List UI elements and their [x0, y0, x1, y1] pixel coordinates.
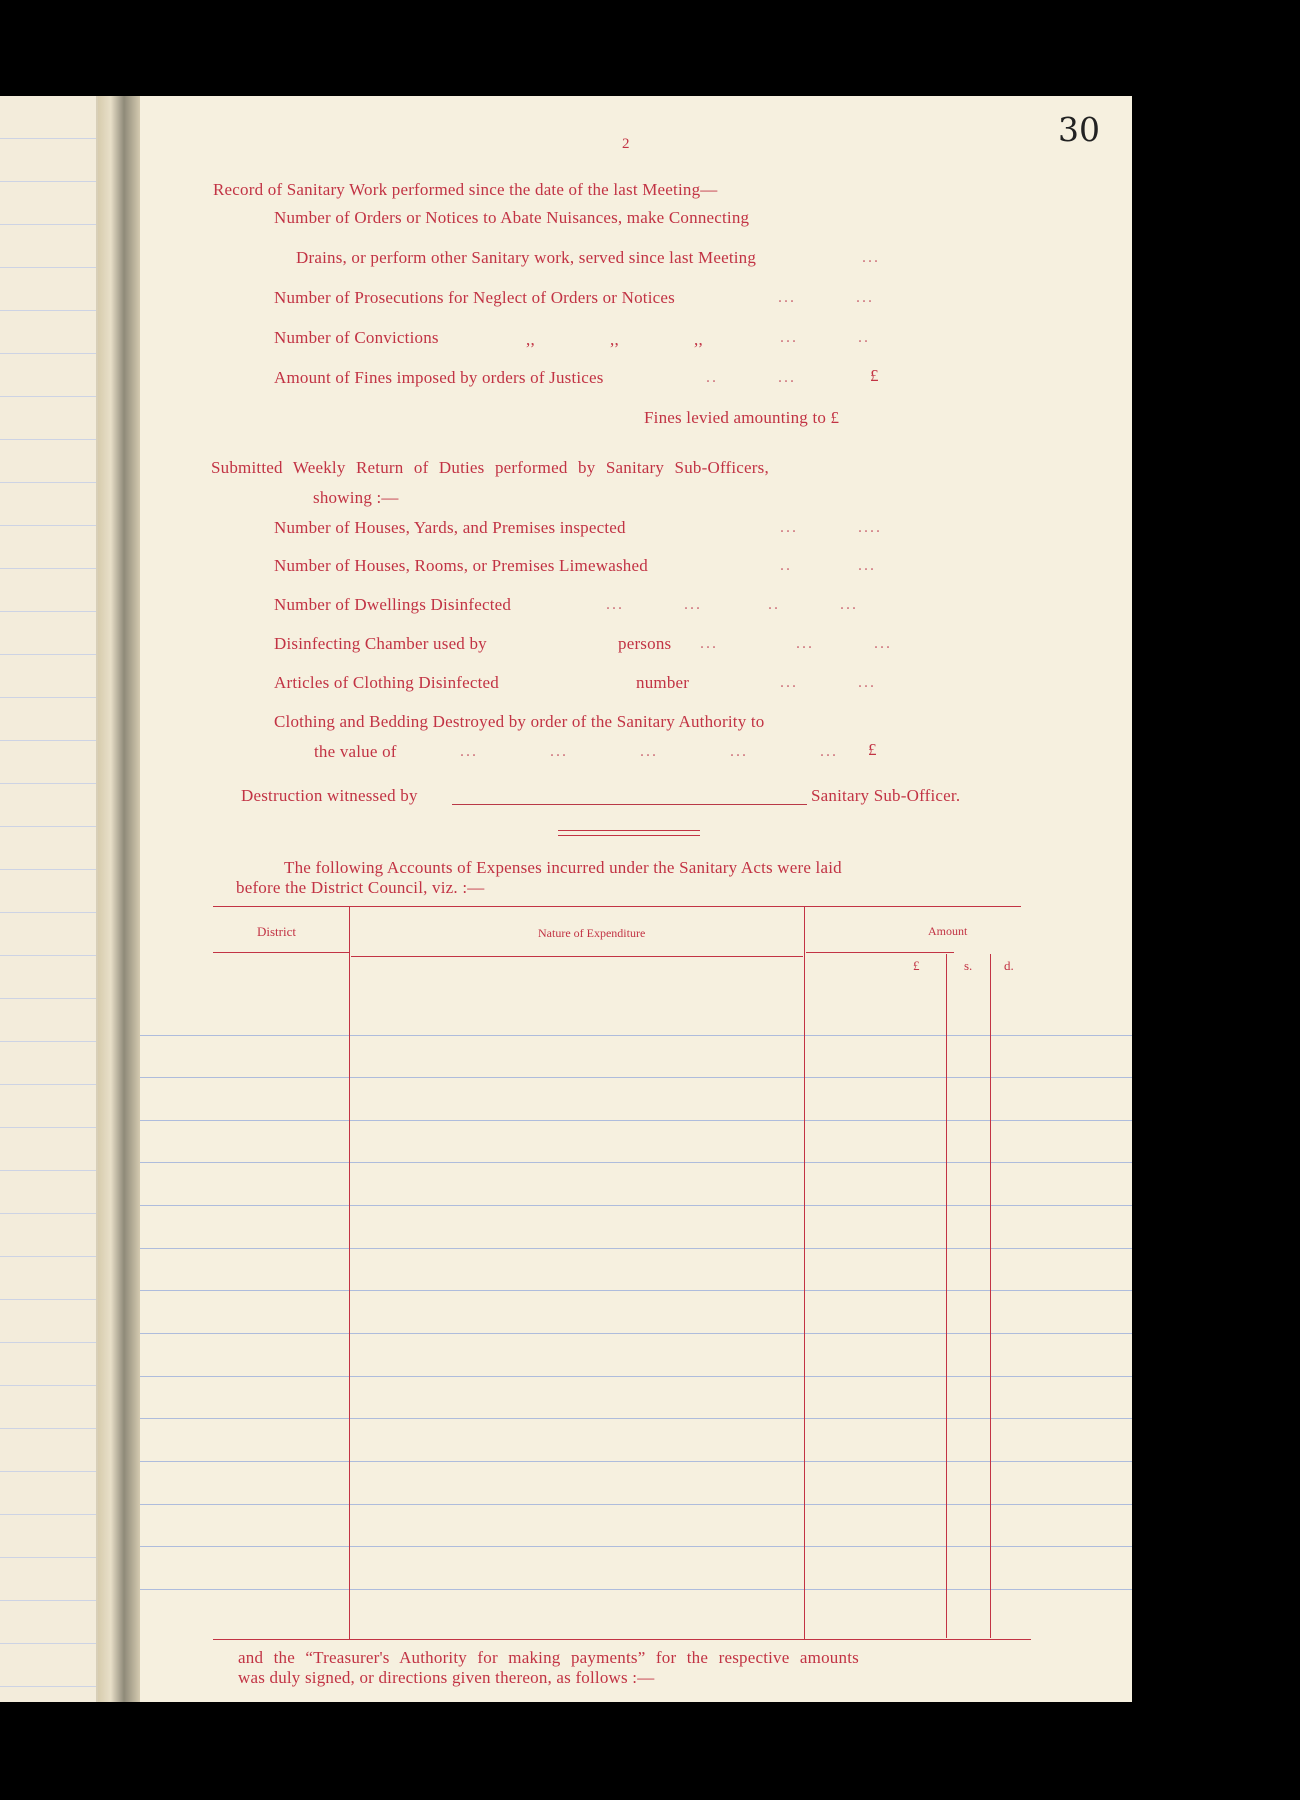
ditto-mark: ,, — [526, 330, 535, 349]
folio-number: 30 — [1058, 110, 1100, 149]
disinfecting-chamber-label: Disinfecting Chamber used by — [274, 634, 487, 653]
persons-label: persons — [618, 634, 672, 653]
nature-header-rule — [351, 956, 803, 957]
ruled-line — [140, 1077, 1132, 1078]
double-rule-divider — [558, 835, 700, 836]
orders-notices-line1: Number of Orders or Notices to Abate Nuisances, make Connecting — [274, 208, 750, 227]
leader-dots: ... ... — [780, 674, 876, 691]
convictions-label: Number of Convictions — [274, 328, 439, 347]
column-header-district: District — [257, 924, 296, 939]
pound-sign: £ — [868, 740, 877, 759]
leader-dots: ... ... ... — [700, 635, 892, 652]
ledger-page — [140, 96, 1132, 1702]
district-header-rule — [213, 952, 349, 953]
table-top-rule — [213, 906, 1021, 907]
page-number: 2 — [622, 136, 630, 152]
column-divider — [804, 906, 805, 1640]
amount-header-rule — [806, 952, 954, 953]
orders-notices-line2: Drains, or perform other Sanitary work, served since last Meeting — [296, 248, 757, 267]
clothing-disinfected-label: Articles of Clothing Disinfected — [274, 673, 499, 692]
clothing-destroyed-line2: the value of — [314, 742, 397, 761]
ruled-line — [140, 1120, 1132, 1121]
leader-dots: ... — [862, 249, 880, 266]
accounts-footer-line2: was duly signed, or directions given thereon, as follows :— — [238, 1668, 655, 1687]
ruled-line — [140, 1418, 1132, 1419]
clothing-destroyed-line1: Clothing and Bedding Destroyed by order of the Sanitary Authority to — [274, 712, 765, 731]
leader-dots: ... .... — [780, 519, 882, 536]
weekly-return-heading: Submitted Weekly Return of Duties performed by Sanitary Sub-Officers, — [211, 458, 769, 477]
ruled-line — [140, 1035, 1132, 1036]
dwellings-disinfected-label: Number of Dwellings Disinfected — [274, 595, 512, 614]
double-rule-divider — [558, 830, 700, 831]
ruled-line — [140, 1290, 1132, 1291]
column-divider — [349, 906, 350, 1640]
leader-dots: .. ... — [706, 369, 796, 386]
fines-label: Amount of Fines imposed by orders of Justices — [274, 368, 604, 387]
ruled-line — [140, 1333, 1132, 1334]
book-gutter — [98, 96, 140, 1702]
leader-dots: ... ... — [778, 289, 874, 306]
record-heading: Record of Sanitary Work performed since the date of the last Meeting— — [213, 180, 718, 199]
houses-inspected-label: Number of Houses, Yards, and Premises inspected — [274, 518, 626, 537]
weekly-return-showing: showing :— — [313, 488, 399, 507]
destruction-witnessed-label: Destruction witnessed by — [241, 786, 418, 805]
ditto-mark: ,, — [694, 330, 703, 349]
prosecutions-label: Number of Prosecutions for Neglect of Orders or Notices — [274, 288, 675, 307]
ruled-line — [140, 1162, 1132, 1163]
ruled-line — [140, 1504, 1132, 1505]
column-divider — [990, 954, 991, 1638]
column-header-amount: Amount — [928, 924, 968, 938]
column-header-pence: d. — [1004, 958, 1014, 973]
number-label: number — [636, 673, 690, 692]
column-divider — [946, 954, 947, 1638]
leader-dots: ... ... ... ... ... — [460, 743, 838, 760]
facing-page-edge — [0, 96, 98, 1702]
leader-dots: .. ... — [780, 557, 876, 574]
column-header-shillings: s. — [964, 958, 973, 973]
ruled-line — [140, 1248, 1132, 1249]
limewashed-label: Number of Houses, Rooms, or Premises Limewashed — [274, 556, 648, 575]
ruled-line — [140, 1461, 1132, 1462]
ruled-line — [140, 1376, 1132, 1377]
ditto-mark: ,, — [610, 330, 619, 349]
accounts-footer-line1: and the “Treasurer's Authority for making payments” for the respective amounts — [238, 1648, 859, 1667]
fines-levied-label: Fines levied amounting to £ — [644, 408, 840, 427]
leader-dots: ... ... .. ... — [606, 596, 858, 613]
witness-signature-line — [452, 804, 807, 805]
accounts-intro-line1: The following Accounts of Expenses incurred under the Sanitary Acts were laid — [284, 858, 842, 877]
pound-sign: £ — [870, 366, 879, 385]
ruled-line — [140, 1546, 1132, 1547]
sanitary-sub-officer-label: Sanitary Sub-Officer. — [811, 786, 961, 805]
column-header-pounds: £ — [913, 958, 920, 973]
leader-dots: ... .. — [780, 329, 870, 346]
accounts-intro-line2: before the District Council, viz. :— — [236, 878, 485, 897]
table-bottom-rule — [213, 1639, 1031, 1640]
ruled-line — [140, 1589, 1132, 1590]
column-header-nature: Nature of Expenditure — [538, 926, 646, 940]
ruled-line — [140, 1205, 1132, 1206]
